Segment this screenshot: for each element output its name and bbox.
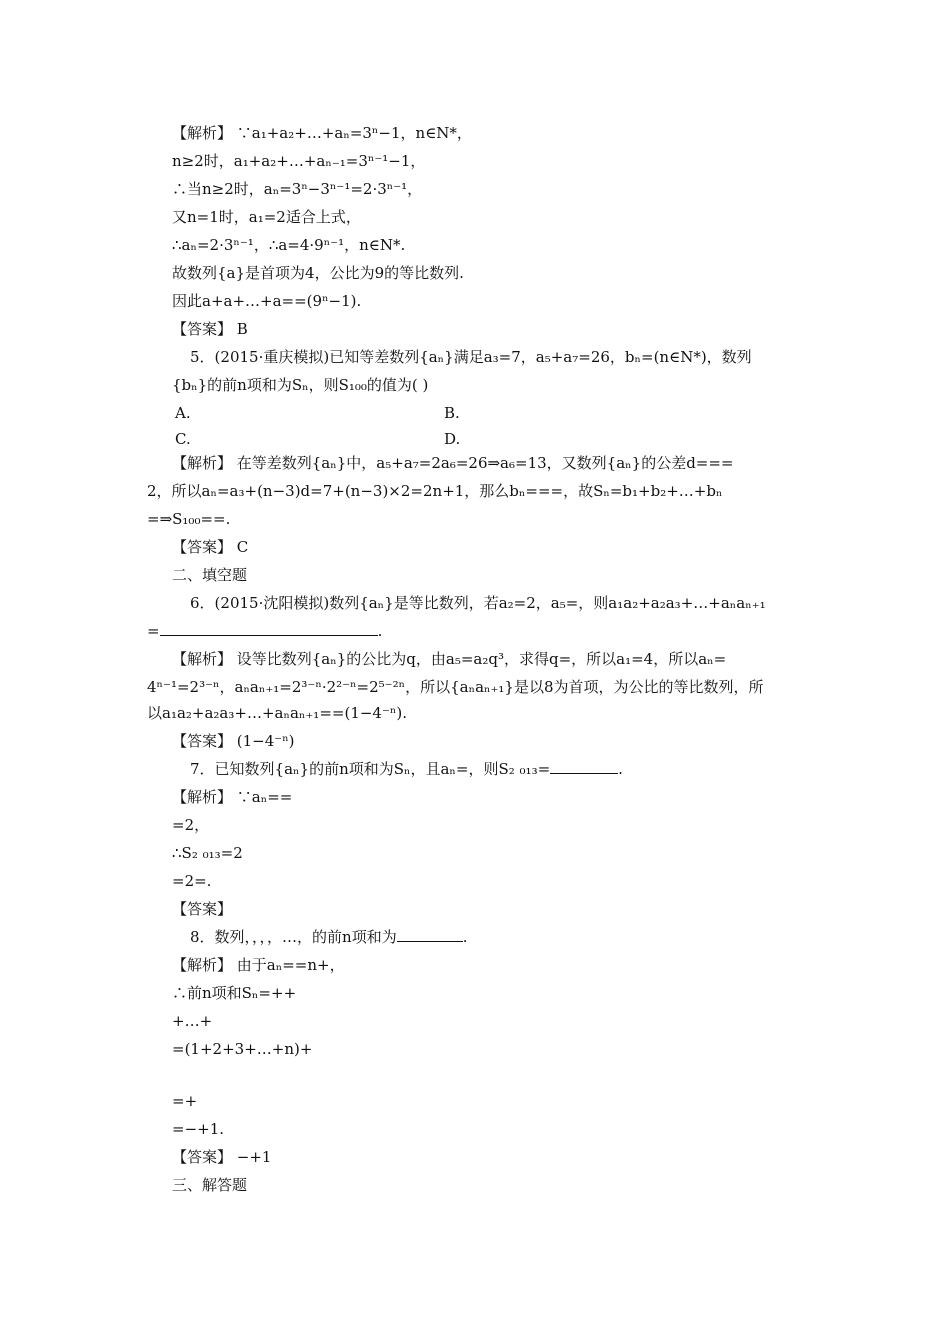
option-c: C. bbox=[175, 430, 191, 448]
equals-sign: = bbox=[147, 622, 160, 640]
solution-line: 因此a+a+…+a==(9ⁿ−1). bbox=[172, 292, 362, 310]
option-a: A. bbox=[175, 404, 191, 422]
question-6-line bbox=[147, 620, 382, 642]
solution-line: 2，所以aₙ=a₃+(n−3)d=7+(n−3)×2=2n+1，那么bₙ===，故Sₙ=b₁+b₂+…+bₙ bbox=[147, 482, 723, 500]
question-7-text: 7．已知数列{aₙ}的前n项和为Sₙ，且aₙ=，则S₂ ₀₁₃= bbox=[190, 760, 551, 778]
solution-line: 以a₁a₂+a₂a₃+…+aₙaₙ₊₁==(1−4⁻ⁿ). bbox=[147, 704, 407, 722]
question-6-line: 6．(2015·沈阳模拟)数列{aₙ}是等比数列，若a₂=2，a₅=，则a₁a₂+a₂a₃+…+aₙaₙ₊₁ bbox=[190, 594, 766, 612]
solution-line: 又n=1时，a₁=2适合上式， bbox=[172, 208, 361, 226]
answer-blank[interactable] bbox=[397, 927, 463, 942]
question-8-text: 8．数列，，，，…，的前n项和为 bbox=[190, 928, 397, 946]
solution-line: =+ bbox=[172, 1092, 198, 1110]
answer-line: 【答案】 −+1 bbox=[172, 1148, 272, 1166]
solution-line: =2， bbox=[172, 816, 210, 834]
solution-line: 【解析】 ∵a₁+a₂+…+aₙ=3ⁿ−1，n∈N*， bbox=[172, 124, 472, 142]
period: . bbox=[618, 760, 623, 778]
solution-line: n≥2时，a₁+a₂+…+aₙ₋₁=3ⁿ⁻¹−1， bbox=[172, 152, 426, 170]
solution-line: 4ⁿ⁻¹=2³⁻ⁿ，aₙaₙ₊₁=2³⁻ⁿ·2²⁻ⁿ=2⁵⁻²ⁿ，所以{aₙaₙ₊₁}是以8为首项，为公比的等比数列，所 bbox=[147, 678, 764, 696]
solution-line: ∴当n≥2时，aₙ=3ⁿ−3ⁿ⁻¹=2·3ⁿ⁻¹， bbox=[172, 180, 423, 198]
solution-line: =2=. bbox=[172, 872, 212, 890]
solution-line: 【解析】 由于aₙ==n+， bbox=[172, 956, 345, 974]
question-8-line bbox=[190, 926, 468, 948]
option-d: D. bbox=[444, 430, 461, 448]
period: . bbox=[462, 928, 468, 946]
solution-line: 【解析】 ∵aₙ== bbox=[172, 788, 293, 806]
solution-line: ∴S₂ ₀₁₃=2 bbox=[172, 844, 243, 862]
question-5-line: {bₙ}的前n项和为Sₙ，则S₁₀₀的值为( ) bbox=[172, 376, 429, 394]
question-5-line: 5．(2015·重庆模拟)已知等差数列{aₙ}满足a₃=7，a₅+a₇=26，bₙ=(n∈N*)，数列 bbox=[190, 348, 752, 366]
solution-line: +…+ bbox=[172, 1012, 213, 1030]
answer-line: 【答案】 bbox=[172, 900, 233, 918]
section-heading: 二、填空题 bbox=[172, 566, 248, 584]
solution-line: ∴前n项和Sₙ=++ bbox=[172, 984, 297, 1002]
solution-line: =−+1. bbox=[172, 1120, 225, 1138]
question-7-line bbox=[190, 758, 623, 780]
period: . bbox=[377, 622, 383, 640]
answer-line: 【答案】 C bbox=[172, 538, 249, 556]
answer-line: 【答案】 B bbox=[172, 320, 248, 338]
answer-blank[interactable] bbox=[550, 759, 618, 774]
solution-line: =(1+2+3+…+n)+ bbox=[172, 1040, 313, 1058]
answer-blank[interactable] bbox=[160, 621, 378, 636]
solution-line: =⇒S₁₀₀==. bbox=[147, 510, 231, 528]
solution-line: 故数列{a}是首项为4，公比为9的等比数列. bbox=[172, 264, 464, 282]
solution-line: 【解析】 在等差数列{aₙ}中，a₅+a₇=2a₆=26⇒a₆=13，又数列{aₙ}的公差d=== bbox=[172, 454, 734, 472]
section-heading: 三、解答题 bbox=[172, 1176, 248, 1194]
answer-line: 【答案】 (1−4⁻ⁿ) bbox=[172, 732, 295, 750]
solution-line: 【解析】 设等比数列{aₙ}的公比为q，由a₅=a₂q³，求得q=，所以a₁=4，所以aₙ= bbox=[172, 650, 727, 668]
option-b: B. bbox=[444, 404, 460, 422]
solution-line: ∴aₙ=2·3ⁿ⁻¹，∴a=4·9ⁿ⁻¹，n∈N*. bbox=[172, 236, 406, 254]
